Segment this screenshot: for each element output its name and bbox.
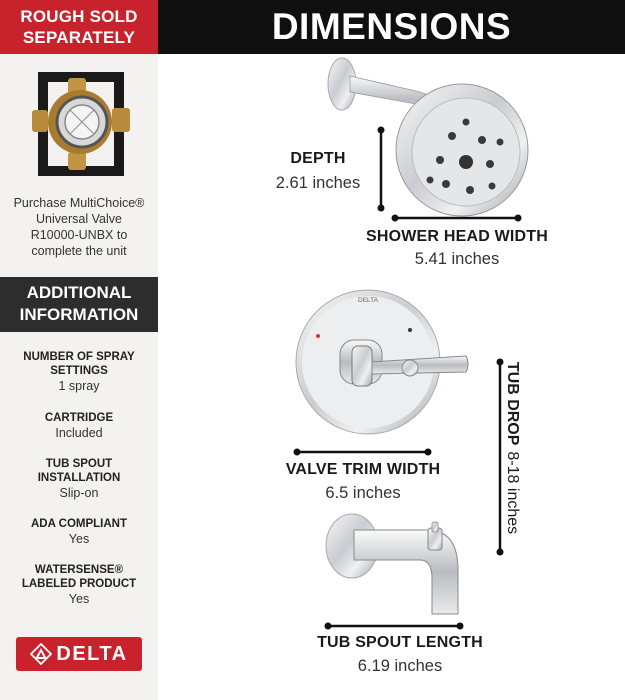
shower-head-width-label: SHOWER HEAD WIDTH [365,228,549,245]
hot-indicator-icon [316,334,320,338]
purchase-note-line: Purchase MultiChoice® [13,196,145,210]
delta-logo-text: DELTA [56,642,128,665]
spec-label-line: NUMBER OF SPRAY [23,351,135,363]
purchase-note-line: R10000-UNBX to [30,228,128,242]
purchase-note-line: complete the unit [31,244,127,258]
shower-head-width-value: 5.41 inches [414,250,500,268]
spec-label-line: LABELED PRODUCT [21,578,137,590]
spec-value: Yes [68,592,90,606]
valve-trim-width-dimension-line [294,449,432,456]
tub-drop-value: 8-18 inches [504,451,521,535]
spec-label-line: INSTALLATION [37,472,121,484]
purchase-note-line: Universal Valve [36,212,122,226]
spec-label-line: TUB SPOUT [45,458,113,470]
spec-label-line: SETTINGS [50,365,108,377]
tub-spout-image [326,514,458,614]
depth-dimension-line [378,127,385,212]
valve-trim-image [296,290,468,434]
tub-spout-length-dimension-line [325,623,464,630]
tub-spout-length-value: 6.19 inches [357,657,443,675]
info-banner-line: INFORMATION [19,305,139,324]
valve-trim-width-value: 6.5 inches [325,484,401,502]
info-banner-line: ADDITIONAL [26,283,132,302]
cold-indicator-icon [408,328,412,332]
trim-brand-text: DELTA [358,297,378,304]
tub-drop-label: TUB DROP [504,361,521,446]
spec-value: 1 spray [58,379,100,393]
depth-label: DEPTH [290,150,346,167]
spec-label-line: ADA COMPLIANT [30,518,128,530]
valve-trim-width-label: VALVE TRIM WIDTH [285,461,441,478]
rough-banner-line: ROUGH SOLD [20,7,138,26]
page-title: DIMENSIONS [158,0,625,54]
tub-spout-length-label: TUB SPOUT LENGTH [317,634,483,651]
spec-value: Yes [68,532,90,546]
depth-value: 2.61 inches [275,174,361,192]
spec-label-line: WATERSENSE® [34,564,124,576]
rough-banner-line: SEPARATELY [22,28,136,47]
spec-label-line: CARTRIDGE [44,412,114,424]
spec-value: Included [55,426,103,440]
spec-value: Slip-on [59,486,99,500]
